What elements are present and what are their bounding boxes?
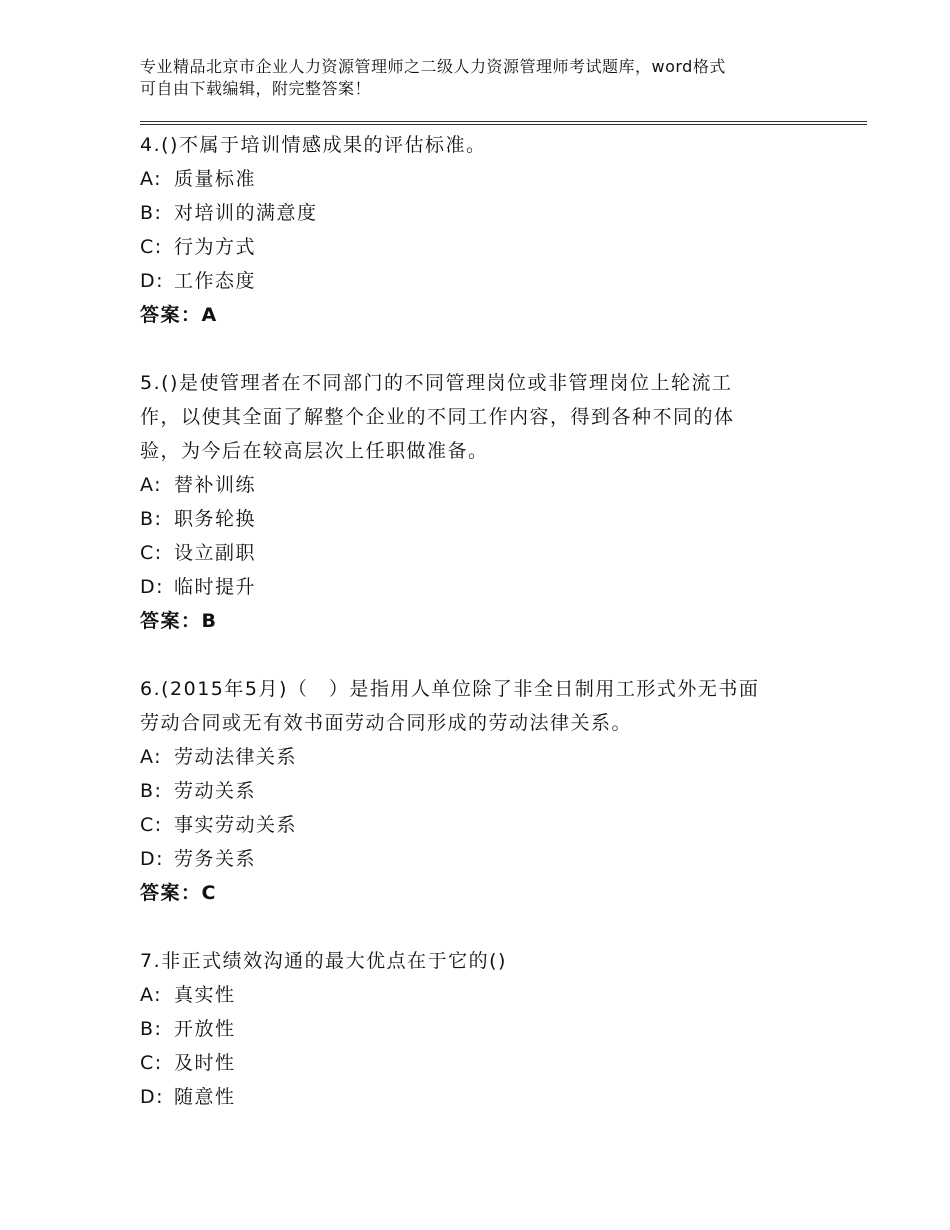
option-text: 劳务关系 [174, 848, 257, 870]
option-a [140, 740, 820, 774]
question-4 [140, 128, 820, 332]
option-letter: B: [140, 202, 163, 224]
header-divider-bottom [140, 124, 867, 125]
answer-label: 答案：B [140, 610, 218, 632]
question-text-line-1: 5.()是使管理者在不同部门的不同管理岗位或非管理岗位上轮流工 [140, 372, 733, 394]
question-text: 4.()不属于培训情感成果的评估标准。 [140, 134, 487, 156]
option-a [140, 978, 820, 1012]
option-text: 事实劳动关系 [174, 814, 298, 836]
option-text: 劳动法律关系 [174, 746, 298, 768]
option-d [140, 842, 820, 876]
option-b [140, 502, 820, 536]
question-text-line-2: 劳动合同或无有效书面劳动合同形成的劳动法律关系。 [140, 712, 633, 734]
option-letter: D: [140, 848, 165, 870]
option-c [140, 808, 820, 842]
header-line-1: 专业精品北京市企业人力资源管理师之二级人力资源管理师考试题库，word格式 [140, 57, 726, 76]
option-letter: C: [140, 542, 163, 564]
option-letter: D: [140, 576, 165, 598]
option-letter: C: [140, 814, 163, 836]
option-text: 对培训的满意度 [174, 202, 318, 224]
option-letter: B: [140, 780, 163, 802]
option-b [140, 196, 820, 230]
option-text: 及时性 [174, 1052, 236, 1074]
option-letter: B: [140, 508, 163, 530]
option-letter: C: [140, 236, 163, 258]
option-a [140, 162, 820, 196]
option-b [140, 774, 820, 808]
option-text: 替补训练 [174, 474, 257, 496]
option-text: 工作态度 [174, 270, 257, 292]
option-text: 真实性 [174, 984, 236, 1006]
header-divider-top [140, 121, 867, 122]
question-7 [140, 944, 820, 1114]
answer-label: 答案：C [140, 882, 217, 904]
option-d [140, 264, 820, 298]
option-c [140, 536, 820, 570]
option-letter: C: [140, 1052, 163, 1074]
option-letter: A: [140, 168, 163, 190]
answer-label: 答案：A [140, 304, 218, 326]
option-c [140, 1046, 820, 1080]
option-d [140, 570, 820, 604]
option-text: 随意性 [174, 1086, 236, 1108]
option-a [140, 468, 820, 502]
option-text: 劳动关系 [174, 780, 257, 802]
question-text: 7.非正式绩效沟通的最大优点在于它的() [140, 950, 507, 972]
option-letter: D: [140, 1086, 165, 1108]
option-text: 开放性 [174, 1018, 236, 1040]
option-letter: A: [140, 984, 163, 1006]
option-text: 质量标准 [174, 168, 257, 190]
option-c [140, 230, 820, 264]
document-header [140, 56, 840, 100]
option-text: 临时提升 [174, 576, 257, 598]
option-letter: B: [140, 1018, 163, 1040]
option-text: 行为方式 [174, 236, 257, 258]
option-letter: D: [140, 270, 165, 292]
question-text-line-2: 作，以使其全面了解整个企业的不同工作内容，得到各种不同的体 [140, 406, 735, 428]
option-letter: A: [140, 746, 163, 768]
option-text: 设立副职 [174, 542, 257, 564]
question-text-line-1: 6.(2015年5月)（ ）是指用人单位除了非全日制用工形式外无书面 [140, 678, 760, 700]
question-5 [140, 366, 820, 638]
option-d [140, 1080, 820, 1114]
option-letter: A: [140, 474, 163, 496]
question-6 [140, 672, 820, 910]
header-line-2: 可自由下载编辑，附完整答案！ [140, 79, 372, 98]
option-text: 职务轮换 [174, 508, 257, 530]
question-text-line-3: 验，为今后在较高层次上任职做准备。 [140, 440, 489, 462]
question-list [140, 128, 820, 1148]
option-b [140, 1012, 820, 1046]
